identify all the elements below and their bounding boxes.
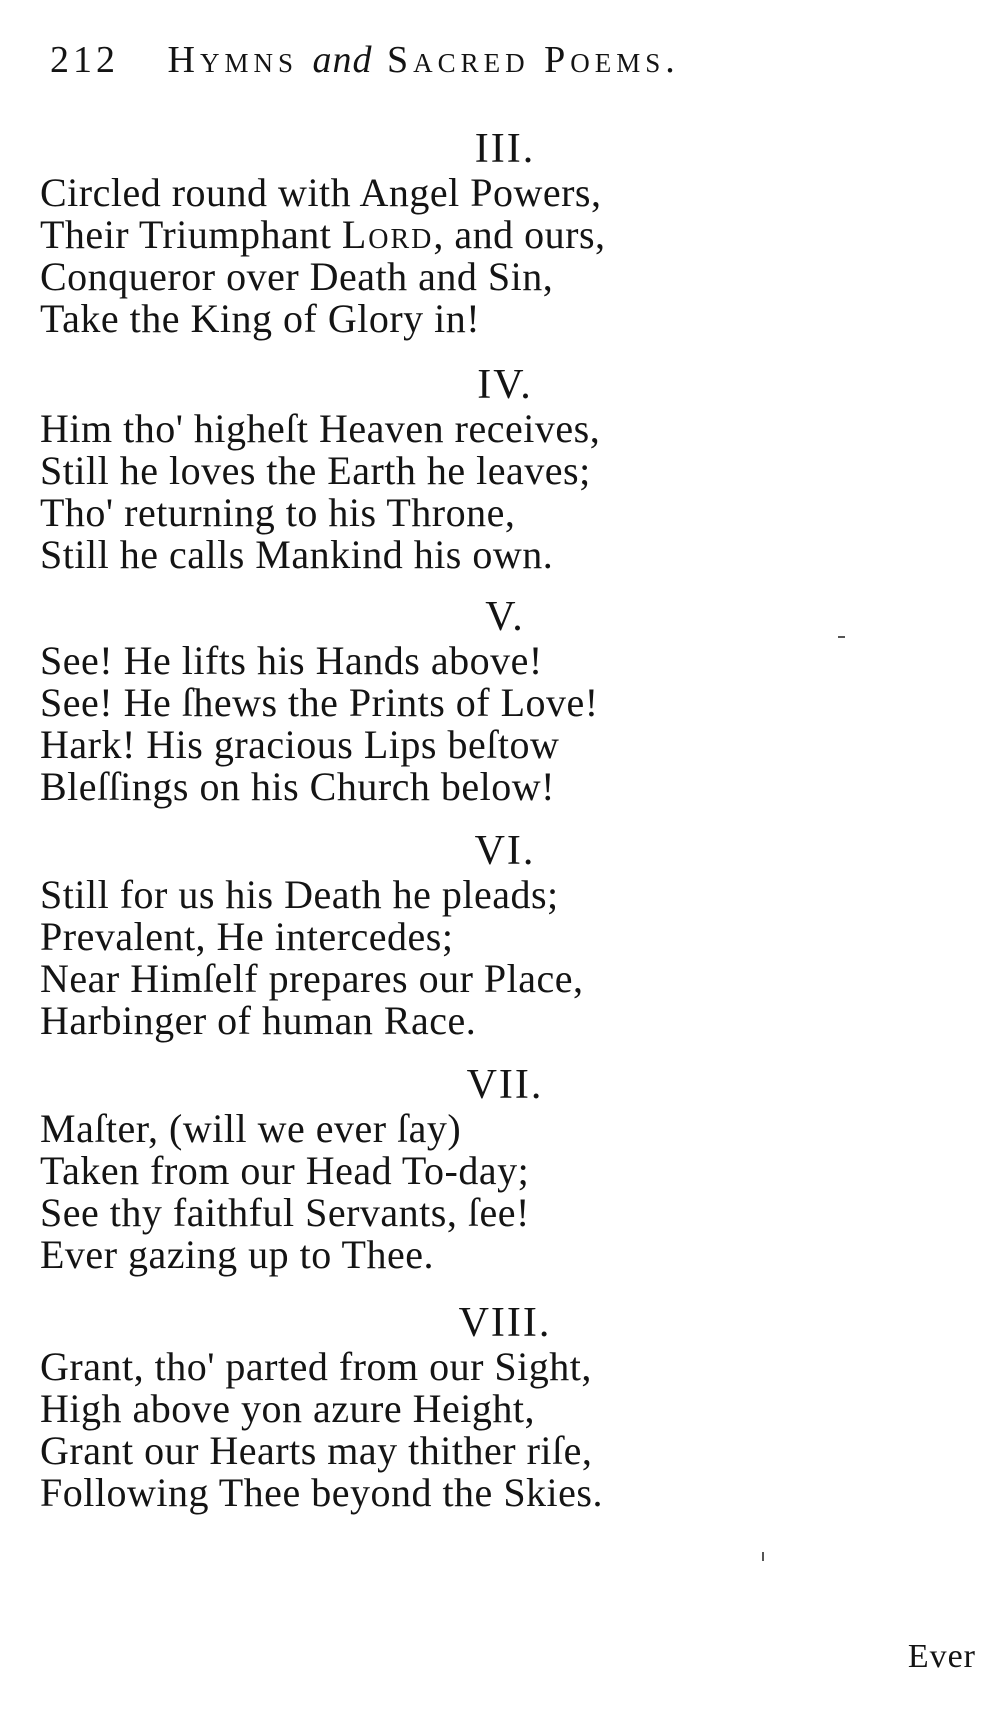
verse-line: Near Himſelf prepares our Place, [40,956,584,1001]
verse-line: See! He lifts his Hands above! [40,638,543,683]
verse-line: See! He ſhews the Prints of Love! [40,680,599,725]
verse-line: Still for us his Death he pleads; [40,872,559,917]
stanza-number: VIII. [458,1300,552,1346]
stanza-4 [40,364,940,576]
verse-line: Still he loves the Earth he leaves; [40,448,591,493]
stanza-number: VI. [474,828,536,874]
verse-line: Conqueror over Death and Sin, [40,254,554,299]
verse-line: Circled round with Angel Powers, [40,170,602,215]
verse-line: Prevalent, He intercedes; [40,914,454,959]
running-title [168,39,680,81]
stanza-7 [40,1064,940,1276]
stanza-number: VII. [466,1062,544,1108]
print-speck [762,1552,764,1561]
verse-line: Him tho' higheſt Heaven receives, [40,406,601,451]
verse-line: Bleſſings on his Church below! [40,764,555,809]
print-speck [838,636,845,638]
verse-line: High above yon azure Height, [40,1386,535,1431]
verse-line-part: Their Triumphant [40,212,342,257]
verse-line: Maſter, (will we ever ſay) [40,1106,462,1151]
running-title-part2: Sacred Poems. [386,39,680,81]
stanza-8 [40,1302,940,1514]
verse-line: Still he calls Mankind his own. [40,532,554,577]
verse-line: Take the King of Glory in! [40,296,481,341]
running-title-and: and [312,39,373,81]
page-number: 212 [50,39,119,81]
verse-line: Harbinger of human Race. [40,998,477,1043]
lord-small-caps: Lord [341,212,434,257]
verse-line: Taken from our Head To-day; [40,1148,530,1193]
verse-line: Hark! His gracious Lips beſtow [40,722,560,767]
verse-line: Tho' returning to his Throne, [40,490,516,535]
stanza-number: V. [485,594,525,640]
running-title-part1: Hymns [167,39,298,81]
stanza-3 [40,128,940,340]
running-head [50,38,680,82]
verse-line: See thy faithful Servants, ſee! [40,1190,530,1235]
verse-line: Ever gazing up to Thee. [40,1232,434,1277]
verse-line: Grant, tho' parted from our Sight, [40,1344,592,1389]
stanza-6 [40,830,940,1042]
stanza-5 [40,596,940,808]
verse-line-part: , and ours, [433,212,606,257]
verse-line: Following Thee beyond the Skies. [40,1470,603,1515]
stanza-number: IV. [477,362,533,408]
stanza-number: III. [474,126,536,172]
verse-line: Grant our Hearts may thither riſe, [40,1428,593,1473]
verse-line [40,214,940,256]
catchword: Ever [907,1638,976,1675]
